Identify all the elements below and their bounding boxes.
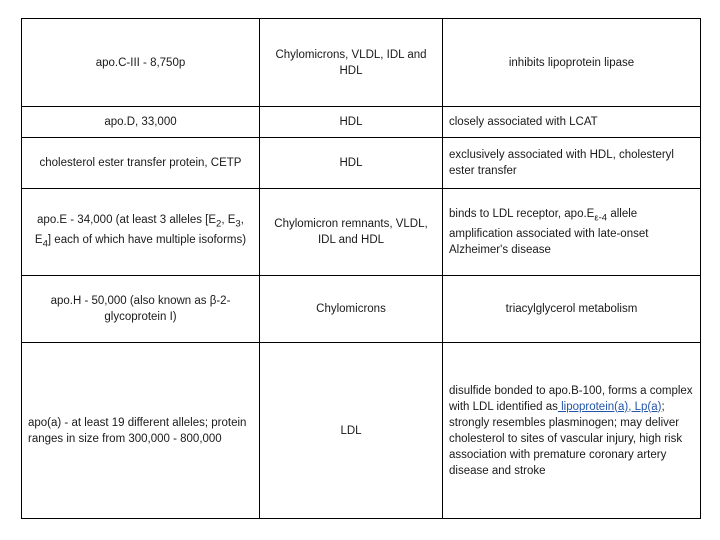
table-row (22, 107, 701, 138)
function-cell (443, 343, 701, 519)
association-cell: Chylomicrons, VLDL, IDL and HDL (260, 19, 443, 107)
allele-subscript: 2 (216, 218, 222, 229)
function-text: disulfide bonded to apo.B-100, forms a complex with LDL identified as (449, 384, 693, 413)
table-row (22, 19, 701, 107)
table-row (22, 276, 701, 343)
allele-subscript: 3 (235, 218, 241, 229)
function-cell: closely associated with LCAT (443, 107, 701, 138)
protein-cell: apo.D, 33,000 (22, 107, 260, 138)
table-row (22, 138, 701, 189)
association-cell: HDL (260, 107, 443, 138)
function-text: binds to LDL receptor, apo.E (449, 207, 595, 220)
association-cell: LDL (260, 343, 443, 519)
table-row (22, 343, 701, 519)
association-cell: HDL (260, 138, 443, 189)
protein-cell (22, 189, 260, 276)
apolipoprotein-table (21, 18, 701, 519)
table-row (22, 189, 701, 276)
function-text: ; strongly resembles plasminogen; may deliver cholesterol to sites of vascular injury, high risk association with premature coronary artery disease and stroke (449, 400, 683, 477)
function-cell: exclusively associated with HDL, cholesteryl ester transfer (443, 138, 701, 189)
protein-cell: cholesterol ester transfer protein, CETP (22, 138, 260, 189)
association-cell: Chylomicron remnants, VLDL, IDL and HDL (260, 189, 443, 276)
allele-subscript: ε-4 (594, 212, 608, 224)
protein-cell: apo.C-III - 8,750p (22, 19, 260, 107)
protein-text: ] each of which have multiple isoforms) (47, 234, 247, 246)
function-cell: triacylglycerol metabolism (443, 276, 701, 343)
protein-text: apo.E - 34,000 (at least 3 alleles [E (37, 213, 217, 226)
function-cell (443, 189, 701, 276)
protein-text: , E (34, 213, 244, 246)
allele-subscript: 4 (42, 238, 48, 250)
lipoprotein-a-link[interactable]: lipoprotein(a), Lp(a) (557, 400, 662, 413)
function-text: allele amplification associated with late-onset Alzheimer's disease (449, 207, 649, 257)
function-cell: inhibits lipoprotein lipase (443, 19, 701, 107)
protein-cell: apo.H - 50,000 (also known as β-2-glycoprotein I) (22, 276, 260, 343)
protein-cell: apo(a) - at least 19 different alleles; protein ranges in size from 300,000 - 800,000 (22, 343, 260, 519)
association-cell: Chylomicrons (260, 276, 443, 343)
protein-text: , E (221, 213, 236, 226)
